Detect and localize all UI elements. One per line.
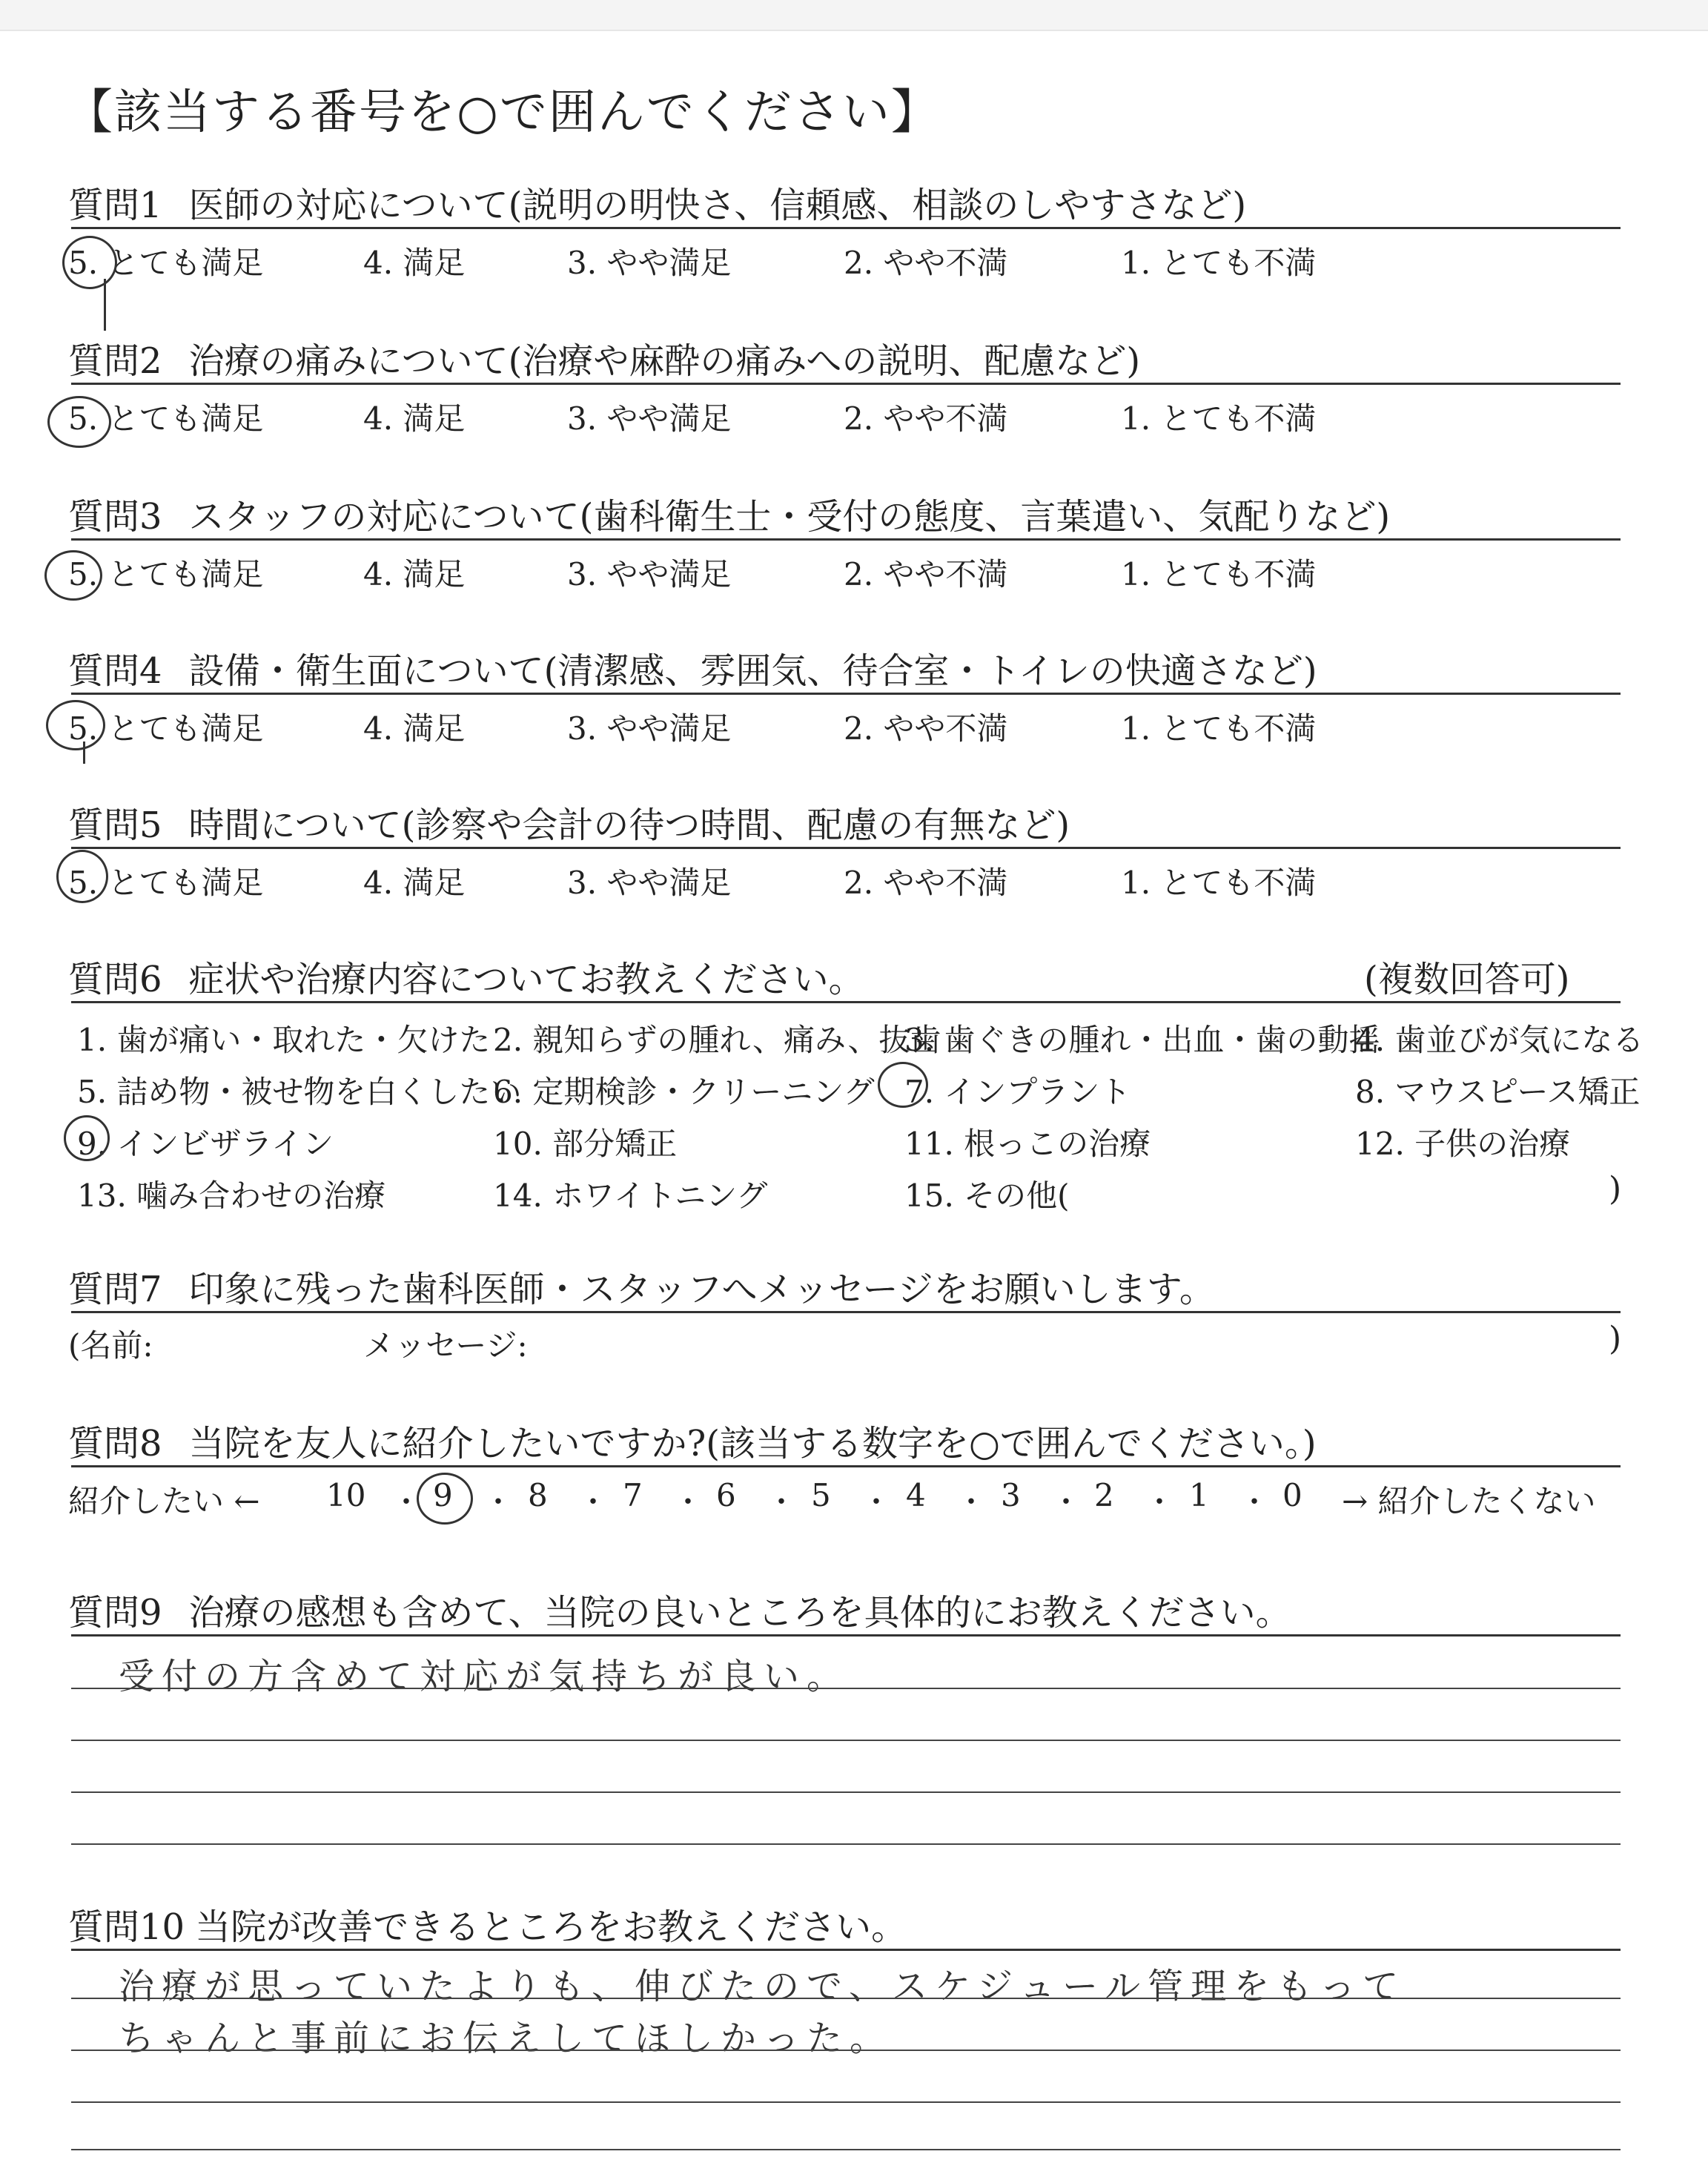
symptom-option-11[interactable]: 11. 根っこの治療 <box>904 1126 1151 1162</box>
question-number: 質問7 <box>68 1269 162 1310</box>
question-number: 質問1 <box>68 185 162 226</box>
symptom-option-6[interactable]: 6. 定期検診・クリーニング <box>493 1074 875 1110</box>
recommend-right-label: → 紹介したくない <box>1342 1483 1596 1519</box>
question-8-title <box>68 1415 1317 1466</box>
question-number: 質問8 <box>68 1423 162 1464</box>
answer-line <box>71 2149 1621 2150</box>
rating-option-2[interactable]: 2. やや不満 <box>844 865 1008 901</box>
selection-circle <box>56 850 108 903</box>
scale-separator: ・ <box>1051 1485 1081 1519</box>
answer-line <box>71 1998 1621 1999</box>
handwritten-answer: 受付の方含めて対応が気持ちが良い。 <box>119 1656 850 1697</box>
scale-separator: ・ <box>956 1485 986 1519</box>
question-text: 症状や治療内容についてお教えください。 <box>188 959 864 1000</box>
symptom-option-8[interactable]: 8. マウスピース矯正 <box>1355 1074 1641 1110</box>
question-rule <box>71 538 1621 541</box>
symptom-option-3[interactable]: 3. 歯ぐきの腫れ・出血・歯の動揺 <box>904 1022 1380 1058</box>
rating-option-5[interactable]: 5. とても満足 <box>68 865 264 901</box>
rating-option-4[interactable]: 4. 満足 <box>363 556 466 592</box>
rating-option-1[interactable]: 1. とても不満 <box>1121 710 1317 747</box>
symptom-option-9[interactable]: 9. インビザライン <box>77 1126 334 1162</box>
question-7-title <box>68 1261 1215 1312</box>
question-rule <box>71 383 1621 385</box>
rating-option-4[interactable]: 4. 満足 <box>363 400 466 437</box>
question-number: 質問6 <box>68 959 162 1000</box>
scale-2[interactable]: 2 <box>1094 1477 1114 1513</box>
question-number: 質問4 <box>68 650 162 692</box>
symptom-option-13[interactable]: 13. 噛み合わせの治療 <box>77 1178 386 1214</box>
scan-top-band <box>0 0 1708 31</box>
question-5-title <box>68 796 1070 848</box>
scale-3[interactable]: 3 <box>1001 1477 1021 1513</box>
question-number: 質問9 <box>68 1592 162 1634</box>
rating-option-1[interactable]: 1. とても不満 <box>1121 400 1317 437</box>
question-text: 治療の痛みについて(治療や麻酔の痛みへの説明、配慮など) <box>188 340 1141 382</box>
scale-separator: ・ <box>1145 1485 1174 1519</box>
rating-option-2[interactable]: 2. やや不満 <box>844 245 1008 281</box>
selection-circle <box>47 396 111 448</box>
recommend-left-label: 紹介したい ← <box>68 1483 260 1519</box>
answer-line <box>71 1843 1621 1845</box>
rating-option-4[interactable]: 4. 満足 <box>363 245 466 281</box>
question-text: 治療の感想も含めて、当院の良いところを具体的にお教えください。 <box>188 1592 1291 1634</box>
scale-4[interactable]: 4 <box>906 1477 926 1513</box>
question-1-title <box>68 176 1246 228</box>
selection-circle <box>46 700 105 750</box>
rating-option-5[interactable]: 5. とても満足 <box>68 400 264 437</box>
question-10-title <box>68 1898 907 1949</box>
question-number: 質問5 <box>68 805 162 846</box>
question-text: 医師の対応について(説明の明快さ、信頼感、相談のしやすさなど) <box>188 185 1247 226</box>
question-rule <box>71 847 1621 849</box>
rating-option-5[interactable]: 5. とても満足 <box>68 556 264 592</box>
scale-8[interactable]: 8 <box>528 1477 548 1513</box>
scale-7[interactable]: 7 <box>623 1477 643 1513</box>
question-text: 時間について(診察や会計の待つ時間、配慮の有無など) <box>188 805 1070 846</box>
scale-5[interactable]: 5 <box>811 1477 831 1513</box>
question-number: 質問10 <box>68 1906 185 1948</box>
rating-option-2[interactable]: 2. やや不満 <box>844 556 1008 592</box>
rating-option-3[interactable]: 3. やや満足 <box>567 710 732 747</box>
question-rule <box>71 1465 1621 1467</box>
symptom-option-14[interactable]: 14. ホワイトニング <box>493 1178 768 1214</box>
selection-circle <box>64 1115 110 1161</box>
scale-separator: ・ <box>391 1485 421 1519</box>
scale-separator: ・ <box>578 1485 608 1519</box>
message-close-paren: ) <box>1609 1320 1622 1358</box>
question-number: 質問3 <box>68 496 162 538</box>
scale-1[interactable]: 1 <box>1189 1477 1209 1513</box>
answer-line <box>71 2101 1621 2103</box>
scale-separator: ・ <box>1239 1485 1269 1519</box>
symptom-option-12[interactable]: 12. 子供の治療 <box>1355 1126 1571 1162</box>
multiple-answer-note: (複数回答可) <box>1364 959 1570 1000</box>
scale-separator: ・ <box>767 1485 796 1519</box>
question-rule <box>71 1949 1621 1951</box>
rating-option-1[interactable]: 1. とても不満 <box>1121 556 1317 592</box>
rating-option-3[interactable]: 3. やや満足 <box>567 556 732 592</box>
scale-separator: ・ <box>673 1485 703 1519</box>
selection-circle <box>417 1473 473 1525</box>
rating-option-3[interactable]: 3. やや満足 <box>567 865 732 901</box>
scale-10[interactable]: 10 <box>326 1477 366 1513</box>
rating-option-1[interactable]: 1. とても不満 <box>1121 245 1317 281</box>
other-close-paren: ) <box>1609 1170 1622 1208</box>
handwritten-answer: ちゃんと事前にお伝えしてほしかった。 <box>119 2018 893 2059</box>
rating-option-4[interactable]: 4. 満足 <box>363 710 466 747</box>
question-2-title <box>68 332 1140 383</box>
question-text: 当院が改善できるところをお教えください。 <box>195 1906 907 1948</box>
scale-separator: ・ <box>483 1485 513 1519</box>
question-text: 設備・衛生面について(清潔感、雰囲気、待合室・トイレの快適さなど) <box>188 650 1317 692</box>
question-rule <box>71 693 1621 695</box>
symptom-option-10[interactable]: 10. 部分矯正 <box>493 1126 678 1162</box>
question-rule <box>71 1311 1621 1313</box>
question-number: 質問2 <box>68 340 162 382</box>
question-text: 当院を友人に紹介したいですか?(該当する数字を○で囲んでください。) <box>188 1423 1317 1464</box>
rating-option-3[interactable]: 3. やや満足 <box>567 400 732 437</box>
selection-circle <box>44 550 102 601</box>
scale-6[interactable]: 6 <box>716 1477 736 1513</box>
message-field-label[interactable]: メッセージ: <box>363 1327 528 1364</box>
question-3-title <box>68 488 1390 539</box>
question-text: 印象に残った歯科医師・スタッフへメッセージをお願いします。 <box>188 1269 1215 1310</box>
rating-option-5[interactable]: 5. とても満足 <box>68 710 264 747</box>
rating-option-2[interactable]: 2. やや不満 <box>844 710 1008 747</box>
symptom-option-4[interactable]: 4. 歯並びが気になる <box>1355 1022 1644 1058</box>
rating-option-3[interactable]: 3. やや満足 <box>567 245 732 281</box>
page-title: 【該当する番号を○で囲んでください】 <box>65 85 940 140</box>
rating-option-2[interactable]: 2. やや不満 <box>844 400 1008 437</box>
question-rule <box>71 1634 1621 1636</box>
answer-line <box>71 1740 1621 1741</box>
symptom-option-2[interactable]: 2. 親知らずの腫れ、痛み、抜歯 <box>493 1022 941 1058</box>
scale-separator: ・ <box>861 1485 891 1519</box>
question-rule <box>71 227 1621 229</box>
question-4-title <box>68 642 1317 693</box>
question-6-title <box>68 951 864 1002</box>
scale-0[interactable]: 0 <box>1282 1477 1302 1513</box>
rating-option-1[interactable]: 1. とても不満 <box>1121 865 1317 901</box>
question-rule <box>71 1001 1621 1003</box>
scale-9[interactable]: 9 <box>433 1477 453 1513</box>
question-9-title <box>68 1584 1291 1635</box>
handwritten-answer: 治療が思っていたよりも、伸びたので、スケジュール管理をもって <box>119 1966 1406 2007</box>
symptom-option-1[interactable]: 1. 歯が痛い・取れた・欠けた <box>77 1022 491 1058</box>
name-field-label[interactable]: (名前: <box>68 1327 153 1364</box>
symptom-option-15[interactable]: 15. その他( <box>904 1178 1070 1214</box>
question-text: スタッフの対応について(歯科衛生士・受付の態度、言葉遣い、気配りなど) <box>188 496 1391 538</box>
answer-line <box>71 1791 1621 1793</box>
rating-option-5[interactable]: 5. とても満足 <box>68 245 264 281</box>
selection-stroke <box>104 279 106 331</box>
selection-circle <box>62 236 117 289</box>
answer-line <box>71 2050 1621 2051</box>
rating-option-4[interactable]: 4. 満足 <box>363 865 466 901</box>
selection-stroke <box>83 742 85 764</box>
selection-circle <box>878 1062 928 1108</box>
symptom-option-5[interactable]: 5. 詰め物・被せ物を白くしたい <box>77 1074 522 1110</box>
symptom-option-7[interactable]: 7. インプラント <box>904 1074 1131 1110</box>
answer-line <box>71 1688 1621 1689</box>
